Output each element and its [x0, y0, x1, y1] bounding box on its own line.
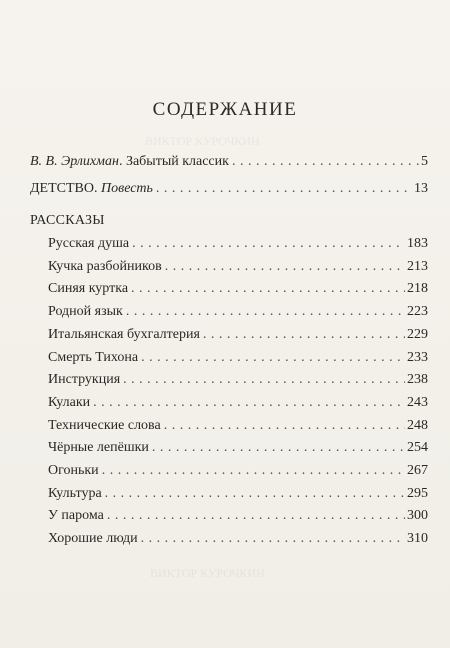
leader-dots: [93, 393, 405, 413]
toc-entry-page: 248: [407, 417, 428, 433]
page-title: СОДЕРЖАНИЕ: [152, 99, 298, 120]
toc-entry-intro-label: В. В. Эрлихман. Забытый классик: [30, 154, 229, 169]
leader-dots: [203, 325, 405, 345]
toc-entry-story: [48, 438, 428, 458]
leader-dots: [165, 257, 405, 277]
leader-dots: [164, 416, 405, 436]
toc-entry-page: 310: [407, 531, 428, 547]
leader-dots: [152, 438, 405, 458]
section-heading-stories: РАССКАЗЫ: [30, 213, 105, 228]
bleed-through-text: ВИКТОР КУРОЧКИН: [145, 134, 260, 148]
toc-entry-page: 233: [407, 349, 428, 365]
leader-dots: [141, 529, 405, 549]
toc-entry-story: [48, 506, 428, 526]
toc-entry-story: [48, 234, 428, 254]
toc-entry-label: Кучка разбойников: [48, 258, 162, 274]
toc-entry-story: [48, 529, 428, 549]
leader-dots: [107, 506, 405, 526]
leader-dots: [102, 461, 405, 481]
toc-entry-page: 229: [407, 326, 428, 342]
toc-entry-story: [48, 257, 428, 277]
toc-entry-page: 183: [407, 236, 428, 251]
toc-entry-label: Культура: [48, 485, 102, 501]
toc-entry-story: [48, 348, 428, 368]
bleed-through-text: ВИКТОР КУРОЧКИН: [150, 566, 265, 580]
toc-entry-label: Синяя куртка: [48, 281, 129, 297]
toc-entry-label: Кулаки: [48, 394, 91, 410]
novella-title: ДЕТСТВО.: [30, 181, 98, 196]
leader-dots: [141, 348, 405, 368]
toc-entry-page: 218: [407, 281, 428, 297]
toc-entry-label: Итальянская бухгалтерия: [48, 326, 200, 342]
toc-entry-page: 223: [407, 304, 428, 320]
leader-dots: [156, 179, 412, 199]
intro-work: Забытый классик: [125, 154, 229, 169]
toc-entry-story: [48, 325, 428, 345]
toc-entry-intro-page: 5: [421, 154, 428, 169]
novella-genre: Повесть: [101, 181, 153, 196]
leader-dots: [232, 152, 419, 172]
toc-entry-story: [48, 484, 428, 504]
toc-entry-label: Чёрные лепёшки: [48, 440, 149, 456]
toc-entry-label: Хорошие люди: [48, 531, 138, 547]
toc-entry-page: 300: [407, 508, 428, 524]
toc-entry-label: Инструкция: [48, 372, 121, 388]
toc-entry-label: Огоньки: [48, 463, 99, 478]
toc-entry-novella-page: 13: [414, 181, 428, 196]
leader-dots: [123, 370, 405, 390]
leader-dots: [126, 302, 405, 322]
toc-entry-story: [48, 393, 428, 413]
toc-entry-page: 295: [407, 485, 428, 501]
toc-entry-page: 254: [407, 440, 428, 456]
toc-entry-page: 267: [407, 463, 428, 478]
toc-entry-label: Русская душа: [48, 236, 130, 251]
toc-entry-label: Родной язык: [48, 304, 123, 320]
toc-entry-page: 243: [407, 394, 428, 410]
leader-dots: [131, 279, 405, 299]
toc-entry-label: У парома: [48, 508, 104, 524]
toc-entry-label: Технические слова: [48, 417, 161, 433]
toc-entry-page: 238: [407, 372, 428, 388]
toc-entry-story: [48, 416, 428, 436]
toc-entry-story: [48, 279, 428, 299]
toc-entry-intro: [30, 152, 428, 172]
leader-dots: [105, 484, 405, 504]
toc-entry-label: Смерть Тихона: [48, 349, 139, 365]
toc-entry-novella: [30, 179, 428, 199]
toc-entry-story: [48, 461, 428, 481]
intro-author: В. В. Эрлихман: [30, 154, 119, 169]
toc-entry-story: [48, 302, 428, 322]
toc-entry-novella-label: [30, 179, 153, 199]
toc-entry-story: [48, 370, 428, 390]
toc-entry-page: 213: [407, 258, 428, 274]
leader-dots: [132, 234, 405, 254]
